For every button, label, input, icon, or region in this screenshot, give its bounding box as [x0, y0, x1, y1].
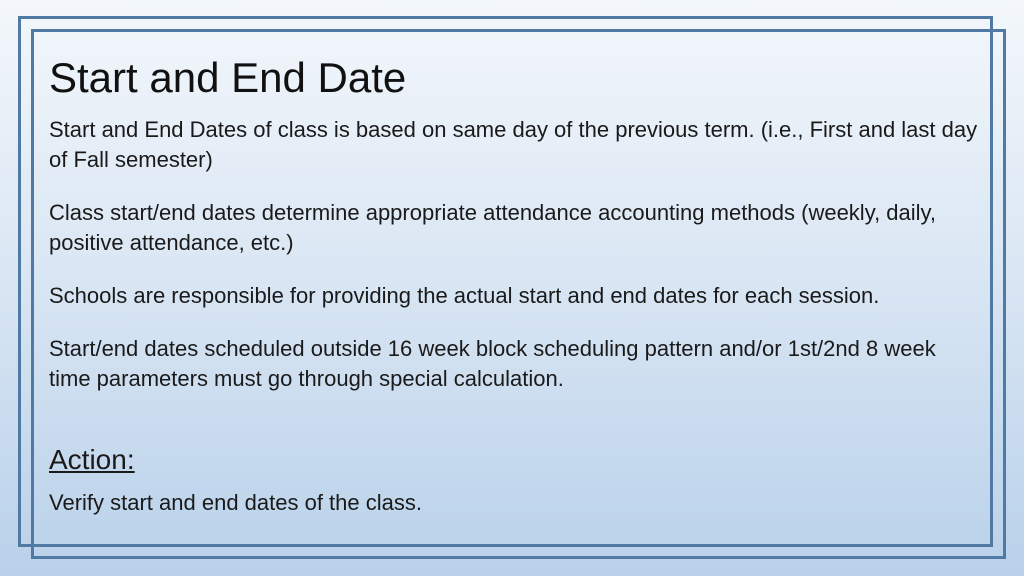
- paragraph-attendance-methods: Class start/end dates determine appropriate attendance accounting methods (weekly, daily, positive attendance, etc.): [49, 200, 937, 255]
- paragraph-special-calculation: Start/end dates scheduled outside 16 week block scheduling pattern and/or 1st/2nd 8 week time parameters must go through special calculation.: [49, 336, 936, 391]
- slide-content: [49, 54, 979, 518]
- paragraph-date-basis: Start and End Dates of class is based on same day of the previous term. (i.e., First and last day of Fall semester): [49, 117, 978, 172]
- paragraph-school-responsibility: Schools are responsible for providing the actual start and end dates for each session.: [49, 283, 880, 308]
- action-heading: Action:: [49, 444, 135, 475]
- slide-title: Start and End Date: [49, 54, 407, 101]
- action-text: Verify start and end dates of the class.: [49, 490, 422, 515]
